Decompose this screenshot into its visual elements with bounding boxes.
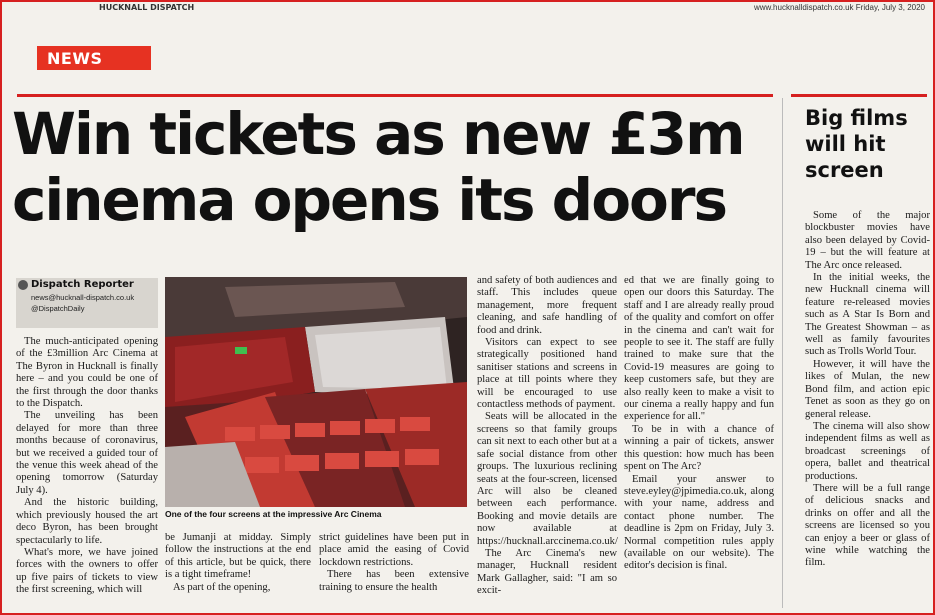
sidebar-paragraph: Some of the major blockbuster movies have also been delayed by Covid-19 – but the will feature at The Arc once released. bbox=[805, 210, 930, 271]
article-column-3 bbox=[319, 532, 469, 594]
article-paragraph: There has been extensive training to ensure the health bbox=[319, 569, 469, 593]
article-paragraph: be Jumanji at midday. Simply follow the instructions at the end of this article, but be quick, there is a tight timeframe! bbox=[165, 532, 311, 581]
article-paragraph: Seats will be allocated in the screens so that family groups can sit next to each other but at a safe social distance from other groups. The luxurious reclining seats at the four-screen, licensed Arc will also be cleaned between each performance. Booking and movie details are now available at https://hucknall.arccinema.co.uk/ bbox=[477, 411, 618, 547]
website-url: www.hucknalldispatch.co.uk bbox=[753, 3, 854, 12]
article-column-5 bbox=[624, 275, 774, 573]
byline-email: news@hucknall-dispatch.co.uk bbox=[31, 293, 135, 302]
article-paragraph: and safety of both audiences and staff. This includes queue management, more frequent cleaning, and safe handling of food and drink. bbox=[477, 275, 617, 336]
reporter-avatar-icon bbox=[18, 280, 28, 290]
issue-date: Friday, July 3, 2020 bbox=[855, 3, 925, 12]
article-paragraph: To be in with a chance of winning a pair of tickets, answer this question: how much has been spent on The Arc? bbox=[624, 423, 774, 473]
byline bbox=[16, 278, 158, 328]
headline bbox=[12, 101, 782, 233]
article-paragraph: The Arc Cinema's new manager, Hucknall resident Mark Gallagher, said: "I am so excit- bbox=[477, 547, 617, 597]
sidebar-rule bbox=[791, 94, 927, 97]
byline-name: Dispatch Reporter bbox=[31, 279, 134, 290]
photo-caption: One of the four screens at the impressive Arc Cinema bbox=[165, 509, 382, 519]
article-column-1 bbox=[16, 336, 158, 597]
sidebar-paragraph: There will be a full range of delicious snacks and drinks on offer and all the screens are licensed so you can enjoy a beer or glass of wine while watching the film. bbox=[805, 482, 930, 569]
article-paragraph: Email your answer to steve.eyley@jpimedia.co.uk, along with your name, address and contact phone number. The deadline is 2pm on Friday, July 3. Normal competition rules apply (available on our website). The editor's decision is final. bbox=[624, 473, 774, 572]
article-paragraph: strict guidelines have been put in place amid the easing of Covid lockdown restrictions. bbox=[319, 532, 469, 568]
page-header bbox=[2, 2, 933, 16]
headline-line-1: Win tickets as new £3m bbox=[12, 100, 744, 168]
article-paragraph: The unveiling has been delayed for more than three months because of coronavirus, but we received a guided tour of the venue this week ahead of the opening tomorrow (Saturday July 4). bbox=[16, 410, 158, 496]
sidebar-paragraph: In the initial weeks, the new Hucknall cinema will feature re-released movies such as A Star Is Born and The Greatest Showman – as well as family favourites such as Trolls World Tour. bbox=[805, 272, 930, 358]
byline-handle: @DispatchDaily bbox=[31, 304, 85, 313]
sidebar-paragraph: The cinema will also show independent films as well as broadcast screenings of opera, ballet and theatrical productions. bbox=[805, 420, 930, 482]
sidebar-headline: Big films will hit screen bbox=[805, 106, 908, 182]
headline-line-2: cinema opens its doors bbox=[12, 166, 727, 234]
article-column-2 bbox=[165, 532, 311, 594]
cinema-photo bbox=[165, 277, 467, 507]
page-meta bbox=[754, 3, 925, 12]
sidebar-story bbox=[805, 210, 930, 570]
article-paragraph: ed that we are finally going to open our doors this Saturday. The staff and I are already really proud of the quality and comfort on offer in the cinema and can't wait for people to see it. The staff are fully trained to make sure that the Covid-19 measures are going to keep customers safe, but they are also really keen to make a visit to our cinema a really happy and fun experience for all." bbox=[624, 275, 774, 423]
headline-rule bbox=[17, 94, 773, 97]
cinema-interior-illustration bbox=[165, 277, 467, 507]
article-paragraph: As part of the opening, bbox=[173, 581, 271, 593]
sidebar-paragraph: However, it will have the likes of Mulan, the new Bond film, and action epic Tenet as soon as they go on general release. bbox=[805, 358, 930, 420]
column-divider bbox=[782, 98, 783, 608]
article-column-4 bbox=[477, 275, 617, 598]
article-paragraph: Visitors can expect to see strategically positioned hand sanitiser stations and screens in place at till points where they will be encouraged to use contactless methods of payment. bbox=[477, 337, 617, 411]
article-paragraph: What's more, we have joined forces with the owners to offer up five pairs of tickets to view the first screening, which will bbox=[16, 546, 158, 596]
publication-name: HUCKNALL DISPATCH bbox=[99, 3, 195, 12]
article-paragraph: The much-anticipated opening of the £3million Arc Cinema at The Byron in Hucknall is finally here – and you could be one of the first through the door thanks to the Dispatch. bbox=[16, 336, 158, 410]
article-paragraph: And the historic building, which previously housed the art deco Byron, has been brought spectacularly to life. bbox=[16, 497, 158, 546]
section-tag: NEWS bbox=[37, 46, 151, 70]
